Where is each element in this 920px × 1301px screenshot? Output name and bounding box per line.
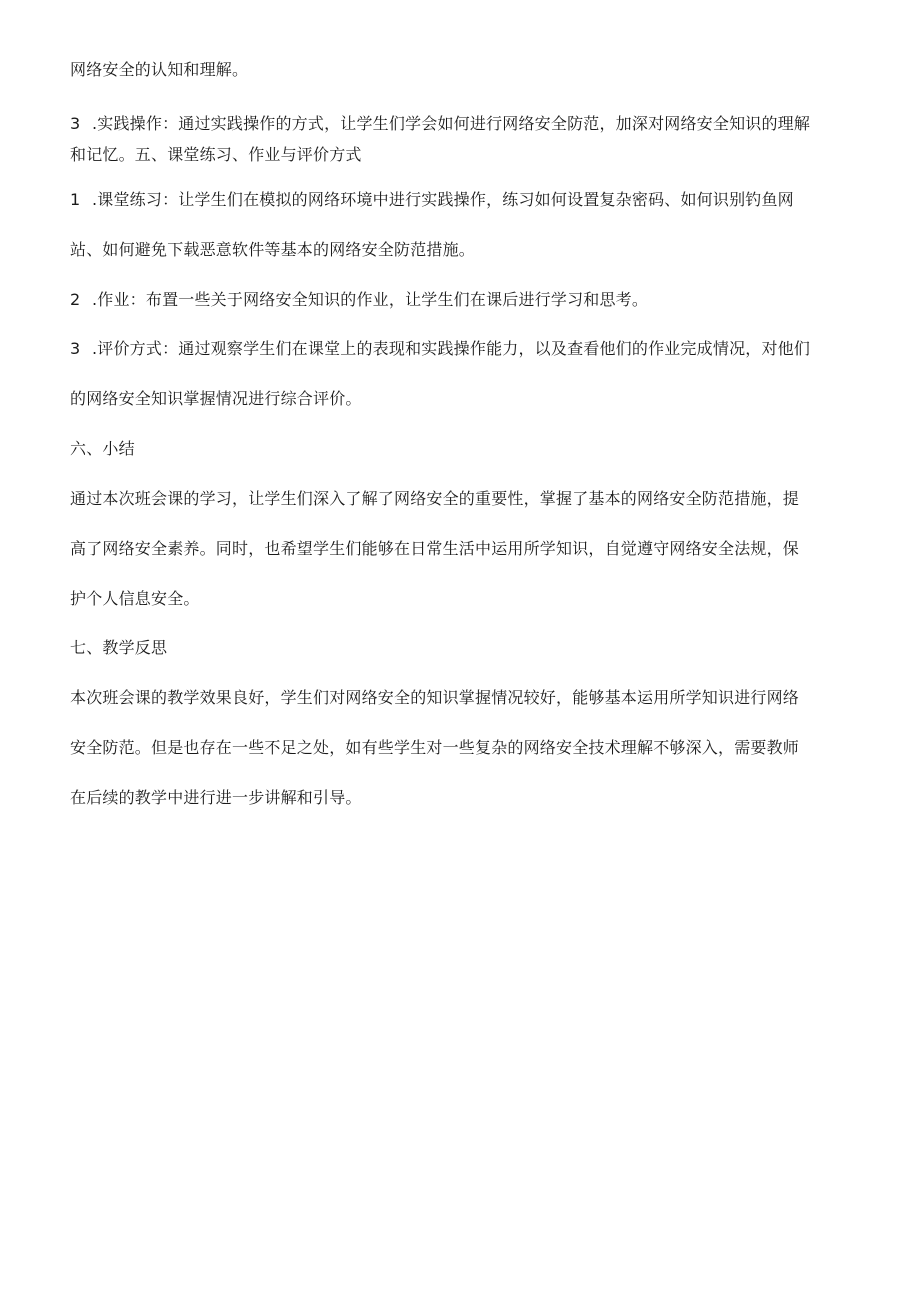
- text-line: 高了网络安全素养。同时，也希望学生们能够在日常生活中运用所学知识，自觉遵守网络安全法规，保: [70, 539, 800, 558]
- text-line: 网络安全的认知和理解。: [70, 60, 249, 79]
- list-item-1-classroom-practice: [70, 190, 794, 210]
- list-item-3-practice: [70, 114, 810, 134]
- list-item-text: .实践操作：通过实践操作的方式，让学生们学会如何进行网络安全防范，加深对网络安全知识的理解: [92, 114, 811, 133]
- text-line: 的网络安全知识掌握情况进行综合评价。: [70, 389, 362, 408]
- text-line: 护个人信息安全。: [70, 589, 200, 608]
- text-line: 站、如何避免下载恶意软件等基本的网络安全防范措施。: [70, 240, 476, 259]
- list-item-text: .课堂练习：让学生们在模拟的网络环境中进行实践操作，练习如何设置复杂密码、如何识别钓鱼网: [92, 190, 794, 209]
- list-number: 3: [70, 114, 81, 133]
- text-line: 安全防范。但是也存在一些不足之处，如有些学生对一些复杂的网络安全技术理解不够深入，需要教师: [70, 738, 800, 757]
- text-line: 和记忆。五、课堂练习、作业与评价方式: [70, 145, 362, 164]
- section-heading-summary: 六、小结: [70, 439, 135, 458]
- text-line: 通过本次班会课的学习，让学生们深入了解了网络安全的重要性，掌握了基本的网络安全防范措施，提: [70, 489, 800, 508]
- list-item-text: .作业：布置一些关于网络安全知识的作业，让学生们在课后进行学习和思考。: [92, 290, 649, 309]
- list-number: 3: [70, 339, 81, 358]
- list-number: 1: [70, 190, 81, 209]
- list-item-3-evaluation: [70, 339, 810, 359]
- text-line: 本次班会课的教学效果良好，学生们对网络安全的知识掌握情况较好，能够基本运用所学知识进行网络: [70, 688, 800, 707]
- section-heading-reflection: 七、教学反思: [70, 638, 168, 657]
- text-line: 在后续的教学中进行进一步讲解和引导。: [70, 788, 362, 807]
- list-item-2-homework: [70, 290, 648, 310]
- list-item-text: .评价方式：通过观察学生们在课堂上的表现和实践操作能力，以及查看他们的作业完成情况，对他们: [92, 339, 811, 358]
- list-number: 2: [70, 290, 81, 309]
